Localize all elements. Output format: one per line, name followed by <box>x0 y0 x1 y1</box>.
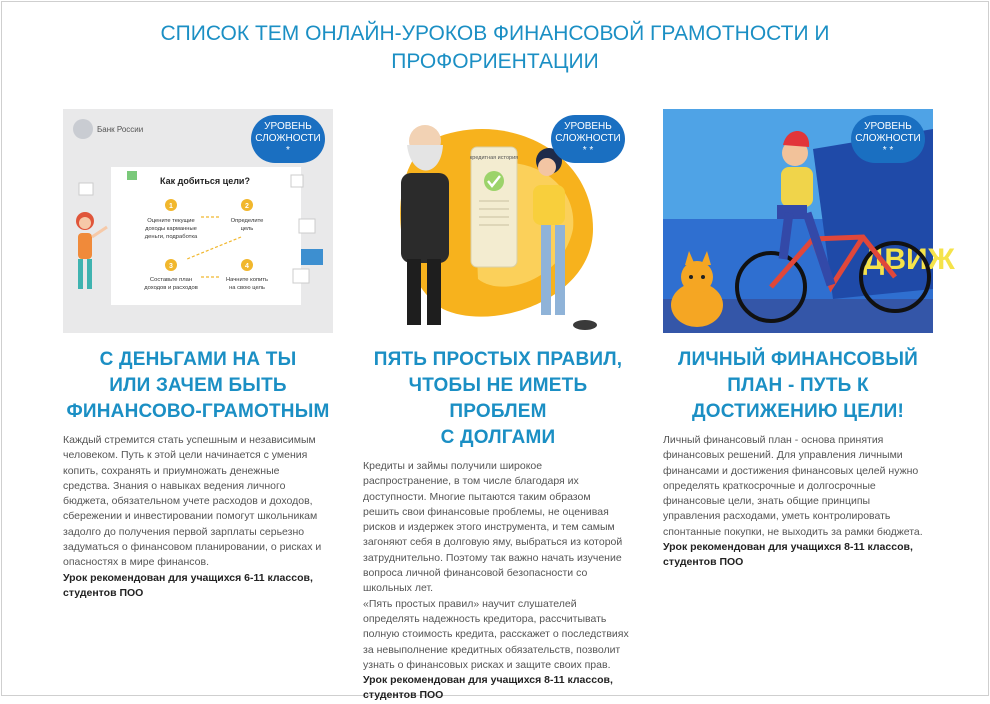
lesson-image-3[interactable] <box>663 109 955 333</box>
lesson-title[interactable]: ПЯТЬ ПРОСТЫХ ПРАВИЛ, ЧТОБЫ НЕ ИМЕТЬ ПРОБЛЕМ С ДОЛГАМИ <box>373 349 623 448</box>
svg-text:цель: цель <box>240 226 254 232</box>
svg-text:Определите: Определите <box>230 218 264 224</box>
lesson-recommendation: Урок рекомендован для учащихся 8-11 классов, студентов ПОО <box>363 674 613 702</box>
goals-heading: Как добиться цели? <box>160 176 250 186</box>
svg-text:деньги, подработка: деньги, подработка <box>144 234 198 240</box>
svg-text:1: 1 <box>169 203 173 210</box>
svg-text:Начните копить: Начните копить <box>225 277 269 283</box>
svg-text:на свою цель: на свою цель <box>229 285 265 291</box>
page-title-line-1: СПИСОК ТЕМ ОНЛАЙН-УРОКОВ ФИНАНСОВОЙ ГРАМОТНОСТИ И <box>160 22 830 46</box>
lesson-card-3[interactable] <box>663 109 955 571</box>
lesson-card-2[interactable] <box>363 109 633 704</box>
difficulty-badge: УРОВЕНЬ СЛОЖНОСТИ * * <box>851 115 925 163</box>
difficulty-badge: УРОВЕНЬ СЛОЖНОСТИ * <box>251 115 325 163</box>
lesson-description: Личный финансовый план - основа принятия финансовых решений. Для управления личными финансами и достижения финансовых целей нужно определять краткосрочные и долгосрочные финансовые цели, знать общие принципы управления расходами, уметь контролировать спонтанные покупки, не выходить за рамки бюджета. <box>663 434 923 538</box>
page-title <box>0 20 990 76</box>
svg-text:доходы карманные: доходы карманные <box>145 226 197 232</box>
svg-text:2: 2 <box>245 203 249 210</box>
scroll-text: кредитная история <box>469 155 519 161</box>
lesson-image-2[interactable] <box>363 109 633 333</box>
page-title-line-2: ПРОФОРИЕНТАЦИИ <box>391 50 599 74</box>
bank-logo-text: Банк России <box>97 125 144 134</box>
svg-text:Оцените текущие: Оцените текущие <box>147 218 195 224</box>
lesson-description: Каждый стремится стать успешным и независимым человеком. Путь к этой цели начинается с умения копить, сохранять и приумножать денежные средства. Знания о навыках ведения личного бюджета, обязательном учете расходов и доходов, сбережении и инвестировании помогут школьникам задолго до получения первой зарплаты серьезно задуматься о финансовом планировании, о рисках и опасностях в мире финансов. <box>63 434 322 569</box>
lesson-title[interactable]: ЛИЧНЫЙ ФИНАНСОВЫЙ ПЛАН - ПУТЬ К ДОСТИЖЕНИЮ ЦЕЛИ! <box>677 349 919 422</box>
banner-text: ДВИЖ <box>863 243 955 276</box>
difficulty-badge: УРОВЕНЬ СЛОЖНОСТИ * * <box>551 115 625 163</box>
lesson-recommendation: Урок рекомендован для учащихся 6-11 классов, студентов ПОО <box>63 571 313 599</box>
lesson-title[interactable]: С ДЕНЬГАМИ НА ТЫ ИЛИ ЗАЧЕМ БЫТЬ ФИНАНСОВО-ГРАМОТНЫМ <box>66 349 330 422</box>
lesson-recommendation: Урок рекомендован для учащихся 8-11 классов, студентов ПОО <box>663 541 913 569</box>
svg-text:Составьте план: Составьте план <box>149 277 193 283</box>
svg-text:доходов и расходов: доходов и расходов <box>144 285 198 291</box>
lesson-card-1[interactable] <box>63 109 333 601</box>
svg-text:4: 4 <box>245 263 249 270</box>
svg-text:3: 3 <box>169 263 173 270</box>
lesson-description: Кредиты и займы получили широкое распространение, в том числе благодаря их доступности. Многие пытаются таким образом решить свои финансовые проблемы, не оценивая рисков и издержек этого инструмента, и тем самым загоняют себя в долговую яму, выбраться из которой затруднительно. Поэтому так важно начать изучение вопроса личной финансовой безопасности со школьных лет. «Пять простых правил» научит слушателей определять надежность кредитора, рассчитывать полную стоимость кредита, расскажет о последствиях за невыполнение кредитных обязательств, позволит узнать о финансовых рисках и защите своих прав. <box>363 460 629 671</box>
lesson-image-1[interactable] <box>63 109 333 333</box>
